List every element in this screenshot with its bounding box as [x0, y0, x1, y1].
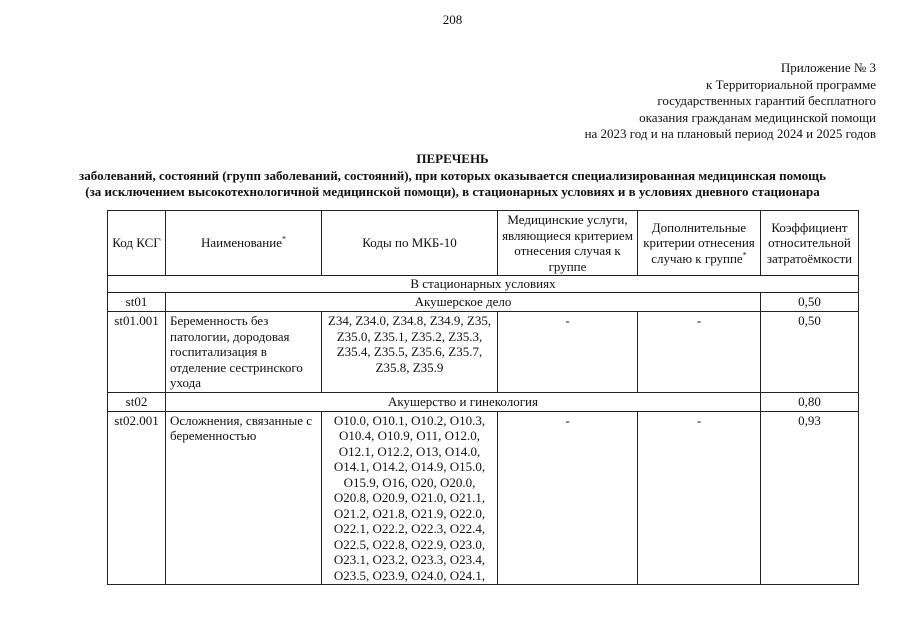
document-heading: [0, 151, 905, 201]
header-criteria-footnote-mark: *: [742, 250, 747, 260]
appendix-note: [585, 60, 876, 143]
header-name-text: Наименование: [201, 235, 282, 251]
group-code: st02: [108, 392, 166, 411]
table-row: [108, 312, 859, 393]
row-services: -: [498, 411, 638, 585]
group-row: [108, 392, 859, 411]
appendix-line: оказания гражданам медицинской помощи: [639, 109, 876, 125]
group-coef: 0,80: [761, 392, 859, 411]
row-criteria: -: [638, 411, 761, 585]
group-row: [108, 293, 859, 312]
section-title: В стационарных условиях: [108, 276, 859, 293]
appendix-line: Приложение № 3: [780, 60, 876, 75]
row-code: st02.001: [108, 411, 166, 585]
section-row: [108, 276, 859, 293]
table-header-row: [108, 211, 859, 276]
row-criteria: -: [638, 312, 761, 393]
appendix-line: к Территориальной программе: [706, 76, 876, 92]
header-criteria-text: Дополнительные критерии отнесения случаю к группе: [643, 219, 755, 266]
group-title: Акушерское дело: [166, 293, 761, 312]
row-coef: 0,93: [761, 411, 859, 585]
ksg-table: [107, 210, 859, 585]
header-mkb: Коды по МКБ-10: [322, 211, 498, 276]
header-name: [166, 211, 322, 276]
row-mkb-codes: O10.0, O10.1, O10.2, O10.3, O10.4, O10.9, O11, O12.0, O12.1, O12.2, O13, O14.0, O14.1, O14.2, O14.9, O15.0, O15.9, O16, O20, O20.0, O20.8, O20.9, O21.0, O21.1, O21.2, O21.8, O21.9, O22.0, O22.1, O22.2, O22.3, O22.4, O22.5, O22.8, O22.9, O23.0, O23.1, O23.2, O23.3, O23.4, O23.5, O23.9, O24.0, O24.1,: [322, 411, 498, 585]
group-title: Акушерство и гинекология: [166, 392, 761, 411]
header-coef: Коэффициент относительной затратоёмкости: [761, 211, 859, 276]
row-code: st01.001: [108, 312, 166, 393]
header-services: Медицинские услуги, являющиеся критерием отнесения случая к группе: [498, 211, 638, 276]
appendix-line: на 2023 год и на плановый период 2024 и 2025 годов: [584, 126, 876, 141]
group-coef: 0,50: [761, 293, 859, 312]
header-criteria: [638, 211, 761, 276]
row-name: Осложнения, связанные с беременностью: [166, 411, 322, 585]
row-name: Беременность без патологии, дородовая госпитализация в отделение сестринского ухода: [166, 312, 322, 393]
table-row: [108, 411, 859, 585]
row-coef: 0,50: [761, 312, 859, 393]
group-code: st01: [108, 293, 166, 312]
document-title: ПЕРЕЧЕНЬ: [416, 151, 489, 166]
page-number: 208: [442, 12, 463, 27]
document-subtitle-line-2: (за исключением высокотехнологичной медицинской помощи), в стационарных условиях и в условиях дневного стационара: [85, 184, 820, 199]
document-subtitle-line-1: заболеваний, состояний (групп заболеваний, состояний), при которых оказывается специализированная медицинская помощь: [79, 167, 826, 183]
header-name-footnote-mark: *: [282, 234, 286, 244]
row-mkb-codes: Z34, Z34.0, Z34.8, Z34.9, Z35, Z35.0, Z35.1, Z35.2, Z35.3, Z35.4, Z35.5, Z35.6, Z35.7, Z35.8, Z35.9: [322, 312, 498, 393]
header-code: Код КСГ: [108, 211, 166, 276]
appendix-line: государственных гарантий бесплатного: [657, 93, 876, 108]
row-services: -: [498, 312, 638, 393]
